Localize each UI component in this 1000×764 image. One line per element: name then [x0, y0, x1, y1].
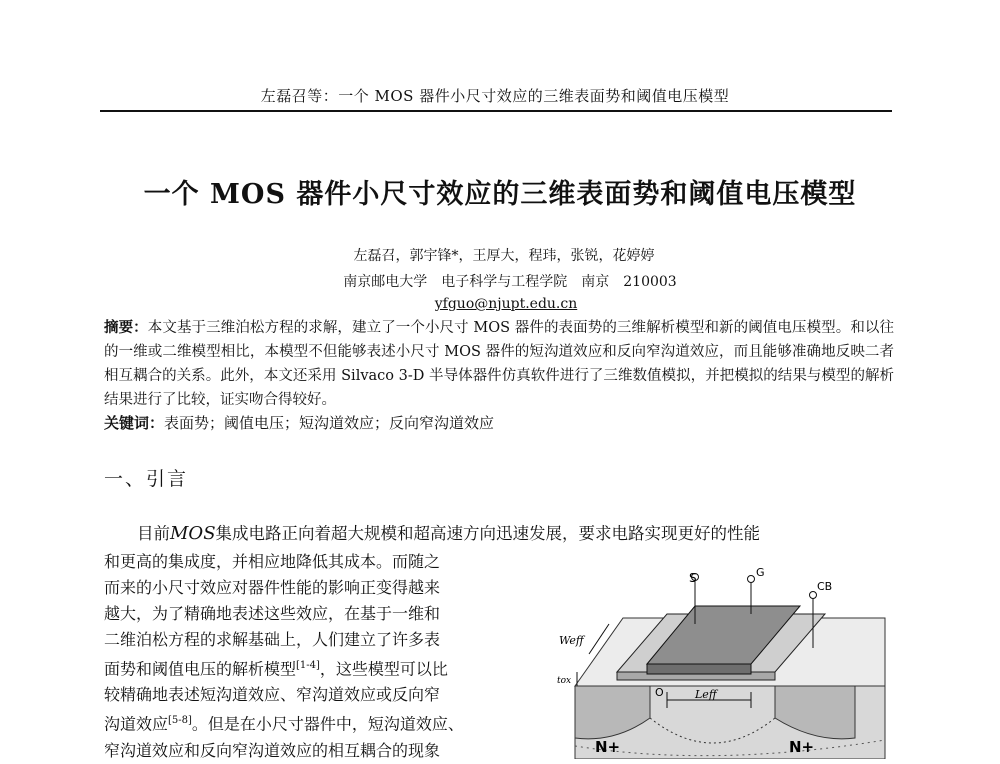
intro-line: 二维泊松方程的求解基础上，人们建立了许多表 — [104, 630, 441, 649]
intro-line: 较精确地表述短沟道效应、窄沟道效应或反向窄 — [104, 685, 441, 705]
paper-title: 一个 MOS 器件小尺寸效应的三维表面势和阈值电压模型 — [143, 179, 857, 210]
intro-line — [104, 653, 542, 682]
intro-mos: MOS — [170, 523, 216, 544]
intro-line-text: 面势和阈值电压的解析模型 — [104, 659, 297, 679]
abstract-label: 摘要： — [104, 319, 148, 336]
keywords-label: 关键词： — [104, 414, 165, 432]
label-s: S — [689, 571, 697, 585]
citation-ref[interactable]: [1-4] — [296, 660, 320, 671]
abstract-text: 本文基于三维泊松方程的求解，建立了一个小尺寸 MOS 器件的表面势的三维解析模型和新的阈值电压模型。和以往的一维或二维模型相比，本模型不但能够表述小尺寸 MOS 器件的短沟道效应和反向窄沟道效应，而且能够准确地反映二者相互耦合的关系。此外，本文还采用 Silvaco 3-D 半导体器件仿真软件进行了三维数值模拟，并把模拟的结果与模型的解析结果进行了比较，证实吻合得较好。 — [104, 320, 895, 408]
intro-line: 窄沟道效应和反向窄沟道效应的相互耦合的现象 — [104, 740, 441, 760]
label-n-right: N+ — [789, 738, 815, 756]
intro-line-text: 沟道效应 — [104, 714, 169, 734]
intro-line-text: ，这些模型可以比 — [319, 659, 448, 679]
intro-first-line — [104, 520, 894, 548]
intro-line: 和更高的集成度，并相应地降低其成本。而随之 — [104, 552, 441, 571]
section-heading: 一、引言 — [104, 468, 189, 490]
intro-suffix: 集成电路正向着超大规模和超高速方向迅速发展，要求电路实现更好的性能 — [215, 524, 761, 543]
mos-device-figure — [555, 568, 895, 759]
label-o: O — [655, 686, 664, 699]
intro-paragraph — [104, 549, 542, 764]
label-g: G — [756, 568, 765, 579]
affiliation: 南京邮电大学 电子科学与工程学院 南京 210003 — [343, 274, 677, 290]
citation-ref[interactable]: [5-8] — [168, 715, 192, 727]
abstract — [104, 316, 894, 412]
mos-device-diagram — [555, 568, 895, 759]
label-weff: Weff — [559, 634, 584, 647]
authors: 左磊召，郭宇锋*，王厚大，程玮，张锐，花婷婷 — [353, 248, 655, 264]
label-cb: CB — [817, 580, 833, 593]
label-leff: Leff — [695, 688, 717, 701]
label-tox: tox — [557, 676, 572, 686]
email-link[interactable]: yfguo@njupt.edu.cn — [434, 296, 578, 312]
gate-edge — [647, 664, 751, 674]
gate-terminal-icon — [748, 576, 755, 583]
drain-terminal-icon — [810, 592, 817, 599]
intro-line-text: 。但是在小尺寸器件中，短沟道效应、 — [191, 714, 464, 734]
intro-prefix: 目前 — [137, 524, 170, 543]
intro-line — [104, 708, 542, 737]
running-head: 左磊召等：一个 MOS 器件小尺寸效应的三维表面势和阈值电压模型 — [260, 87, 730, 105]
intro-line: 越大，为了精确地表述这些效应，在基于一维和 — [104, 604, 441, 623]
keywords — [104, 412, 894, 434]
label-n-left: N+ — [595, 738, 621, 756]
header-rule — [100, 110, 892, 112]
intro-line: 而来的小尺寸效应对器件性能的影响正变得越来 — [104, 578, 441, 597]
keywords-text: 表面势；阈值电压；短沟道效应；反向窄沟道效应 — [164, 414, 495, 432]
